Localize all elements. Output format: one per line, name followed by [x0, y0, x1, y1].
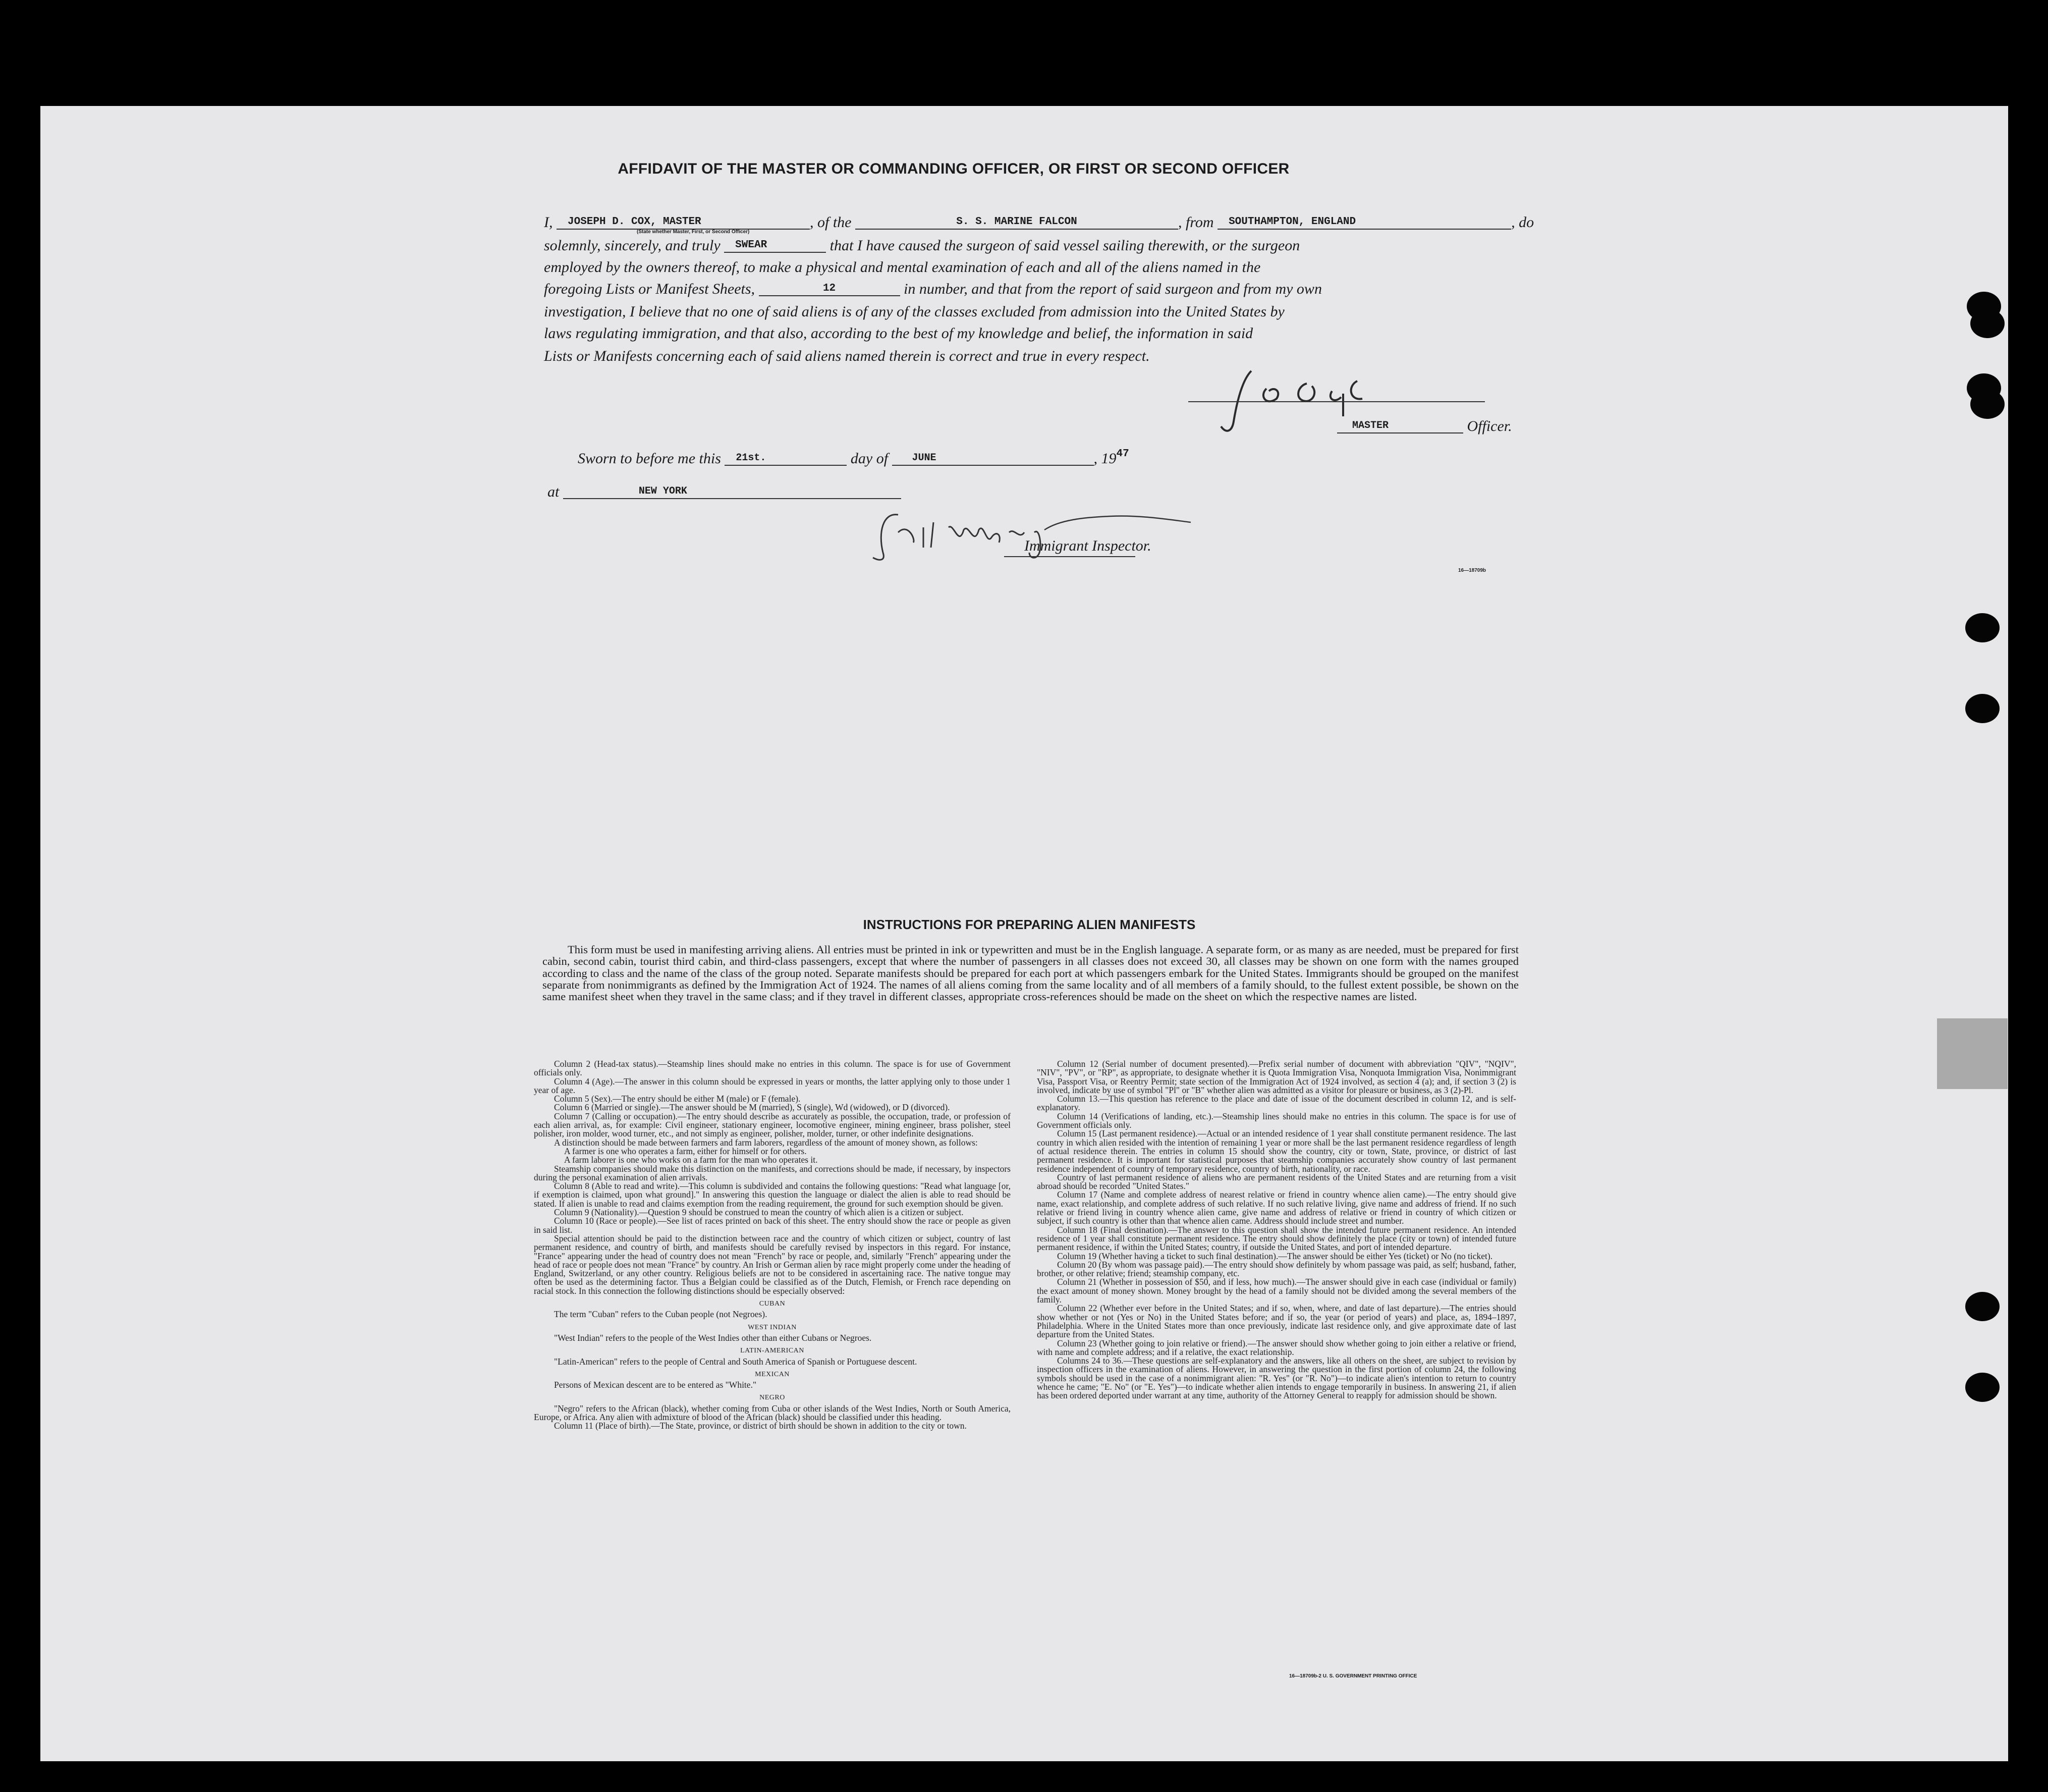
latin-american-heading: LATIN-AMERICAN	[740, 1347, 804, 1355]
inspector-signature-line	[1004, 556, 1135, 557]
sworn-prefix: Sworn to before me this	[578, 450, 721, 467]
instruction-paragraph: Special attention should be paid to the distinction between race and the country of which citizen or subject, country of last permanent residence, and country of birth, and manifests should be carefully revised by inspectors in this regard. For instance, "France" appearing under the head of country does not mean "French" by race or people, and, similarly "French" appearing under the head of race or people does not mean "France" by country. An Irish or German alien by race might properly come under the heading of England, Switzerland, or any other country. Religious beliefs are not to be considered in ascertaining race. The native tongue may often be used as the determining factor. Thus a Belgian could be classified as of the Dutch, Flemish, or French race depending on racial stock. In this connection the following distinctions should be especially observed:	[534, 1233, 1011, 1296]
instruction-paragraph: Country of last permanent residence of aliens who are permanent residents of the United States and are returning from a visit abroad should be recorded "United States."	[1037, 1172, 1516, 1191]
officer-label: Officer.	[1467, 418, 1512, 435]
instruction-paragraph: Column 9 (Nationality).—Question 9 should be construed to mean the country of which alien is a citizen or subject.	[554, 1207, 964, 1218]
latin-american-text: "Latin-American" refers to the people of Central and South America of Spanish or Portuguese descent.	[554, 1356, 917, 1367]
location-field: NEW YORK	[563, 485, 901, 499]
punch-hole	[1965, 613, 2000, 642]
mexican-heading: MEXICAN	[755, 1370, 790, 1378]
instruction-paragraph: Column 21 (Whether in possession of $50, and if less, how much).—The answer should give in each case (individual or family) the exact amount of money shown. Money brought by the head of a family should not be divided among the several members of the family.	[1037, 1277, 1516, 1305]
text-line4b: in number, and that from the report of said surgeon and from my own	[904, 281, 1322, 297]
text-solemnly: solemnly, sincerely, and truly	[544, 237, 721, 254]
instruction-paragraph: Column 12 (Serial number of document presented).—Prefix serial number of document with abbreviation "QIV", "NQIV", "NIV", "PV", or "RP", as appropriate, to designate whether it is Quota Immigration Visa, Nonquota Immigration Visa, Nonimmigrant Visa, Passport Visa, or Reentry Permit; state section of the Immigration Act of 1924 involved, as section 4 (a); and, if section 3 (2) is involved, indicate by use of symbol "Pl" or "B" whether alien was admitted as a visitor for pleasure or business, as 3 (2)-Pl.	[1037, 1059, 1516, 1095]
affidavit-line-3: employed by the owners thereof, to make a physical and mental examination of each and all of the aliens named in the	[544, 259, 1261, 276]
sheet-count-field: 12	[759, 282, 900, 296]
footer-print-code: 16—18709b-2 U. S. GOVERNMENT PRINTING OFFICE	[1289, 1673, 1417, 1679]
instruction-paragraph: A farm laborer is one who works on a farm for the man who operates it.	[564, 1155, 818, 1165]
affidavit-line-6: laws regulating immigration, and that also, according to the best of my knowledge and belief, the information in said	[544, 325, 1253, 342]
instruction-paragraph: Column 2 (Head-tax status).—Steamship lines should make no entries in this column. The space is for use of Government officials only.	[534, 1059, 1011, 1078]
instructions-left-column	[534, 1060, 1011, 1431]
cuban-text: The term "Cuban" refers to the Cuban people (not Negroes).	[554, 1309, 767, 1320]
text-i: I,	[544, 214, 553, 231]
master-signature-line	[1188, 401, 1485, 402]
instruction-paragraph: Column 13.—This question has reference to the place and date of issue of the document described in column 12, and is self-explanatory.	[1037, 1094, 1516, 1113]
oath-field: SWEAR	[724, 239, 826, 253]
west-indian-heading: WEST INDIAN	[748, 1323, 797, 1331]
affidavit-line-5: investigation, I believe that no one of said aliens is of any of the classes excluded from admission into the United States by	[544, 303, 1285, 320]
affidavit-line-2	[544, 236, 1300, 256]
instruction-paragraph: Column 5 (Sex).—The entry should be either M (male) or F (female).	[554, 1094, 801, 1104]
punch-hole	[1970, 390, 2005, 419]
text-do: , do	[1511, 214, 1534, 231]
affidavit-line-4	[544, 279, 1322, 299]
affidavit-form-code: 16—18709b	[1458, 568, 1486, 573]
instruction-paragraph: Column 14 (Verifications of landing, etc.).—Steamship lines should make no entries in this column. The space is for use of Government officials only.	[1037, 1111, 1516, 1130]
punch-hole	[1965, 1292, 2000, 1321]
instruction-paragraph: Columns 24 to 36.—These questions are self-explanatory and the answers, like all others on the sheet, are subject to revision by inspection officers in the examination of aliens. However, in answering the question in the first portion of column 24, the following symbols should be used in the case of a nonimmigrant alien: "R. Yes" (or "R. No")—to indicate alien's intention to return to country whence he came; "E. No" (or "E. Yes")—to indicate whether alien intends to engage temporarily in business. In answering 21, if alien has been ordered deported under warrant at any time, authority of the Attorney General to reapply for admission should be shown.	[1037, 1355, 1516, 1401]
text-of-the: , of the	[810, 214, 852, 231]
punch-hole	[1970, 309, 2005, 338]
inspector-label: Immigrant Inspector.	[1024, 537, 1151, 554]
rank-note: (State whether Master, First, or Second Officer)	[637, 229, 750, 235]
instruction-paragraph: Column 10 (Race or people).—See list of races printed on back of this sheet. The entry should show the race or people as given in said list.	[534, 1216, 1011, 1235]
column-11-text: Column 11 (Place of birth).—The State, province, or district of birth should be shown in addition to the city or town.	[554, 1421, 967, 1431]
instruction-paragraph: Column 22 (Whether ever before in the United States; and if so, when, where, and date of last departure).—The entries should show whether or not (Yes or No) in the United States before; and if so, the year (or period of years) and place, as, 1894–1897, Philadelphia. Where in the United States more than once previously, indicate last residence only, and give approximate date of last departure from the United States.	[1037, 1303, 1516, 1340]
mexican-text: Persons of Mexican descent are to be entered as "White."	[554, 1380, 757, 1390]
text-at: at	[547, 483, 560, 500]
year-suffix: 47	[1116, 448, 1129, 460]
sworn-day-field: 21st.	[725, 452, 847, 466]
instructions-intro: This form must be used in manifesting arriving aliens. All entries must be printed in ink or typewritten and must be in the English language. A separate form, or as many as are needed, must be prepared for first cabin, second cabin, tourist third cabin, and third-class passengers, except that where the number of passengers in all classes does not exceed 30, all classes may be shown on one form with the names grouped according to class and the name of the class of the group noted. Separate manifests should be prepared for each port at which passengers embark for the United States. Immigrants should be grouped on the manifest separate from nonimmigrants as defined by the Immigration Act of 1924. The names of all aliens coming from the same locality and of all members of a family should, to the fullest extent possible, be shown on the same manifest sheet when they travel in the same class; and if they travel in different classes, appropriate cross-references should be made on the sheet on which the respective names are listed.	[542, 943, 1519, 1003]
negro-heading: NEGRO	[759, 1394, 785, 1402]
text-from: , from	[1178, 214, 1214, 231]
text-day-of: day of	[850, 450, 889, 467]
text-line4a: foregoing Lists or Manifest Sheets,	[544, 281, 755, 297]
officer-name-field: JOSEPH D. COX, MASTER	[557, 215, 810, 230]
instruction-paragraph: Steamship companies should make this distinction on the manifests, and corrections should be made, if necessary, by inspectors during the personal examination of alien arrivals.	[534, 1163, 1011, 1182]
negro-text: "Negro" refers to the African (black), whether coming from Cuba or other islands of the West Indies, North or South America, Europe, or Africa. Any alien with admixture of blood of the African (black) should be classified under this heading.	[534, 1403, 1011, 1422]
instruction-paragraph: Column 6 (Married or single).—The answer should be M (married), S (single), Wd (widowed), or D (divorced).	[554, 1102, 950, 1113]
instructions-title: INSTRUCTIONS FOR PREPARING ALIEN MANIFESTS	[863, 917, 1196, 932]
year-prefix: , 19	[1093, 450, 1117, 467]
punch-hole	[1965, 694, 2000, 723]
sworn-row	[578, 448, 1129, 467]
officer-rank-field: MASTER	[1337, 419, 1463, 433]
at-row	[547, 483, 901, 501]
port-field: SOUTHAMPTON, ENGLAND	[1217, 215, 1511, 230]
officer-row	[1337, 418, 1512, 435]
paper-tab	[1937, 1018, 2008, 1089]
instruction-paragraph: Column 18 (Final destination).—The answer to this question shall show the intended future permanent residence. An intended residence of 1 year shall constitute permanent residence. The entry should show definitely the place (city or town) of intended future permanent residence, if within the United States; country, if outside the United States, and port of intended departure.	[1037, 1224, 1516, 1253]
cuban-heading: CUBAN	[759, 1300, 786, 1308]
instruction-paragraph: Column 17 (Name and complete address of nearest relative or friend in country whence alien came).—The entry should give name, exact relationship, and complete address of such relative. If no such relative living, give name and address of friend. If no such relative or friend living in country whence alien came, give name and address of relative or friend in country of which citizen or subject, if such country is other than that whence alien came. Address should include street and number.	[1037, 1189, 1516, 1226]
sworn-month-field: JUNE	[892, 452, 1094, 466]
instructions-right-column	[1037, 1060, 1516, 1400]
instruction-paragraph: Column 15 (Last permanent residence).—Actual or an intended residence of 1 year shall constitute permanent residence. The last country in which alien resided with the intention of remaining 1 year or more shall be the last permanent residence regardless of length of actual residence therein. The entries in column 15 should show the country, city or town, State, province, or district of last permanent residence. It is important for statistical purposes that steamship companies accurately show country of last permanent residence independent of country of temporary residence, country of birth, nationality, or race.	[1037, 1128, 1516, 1174]
west-indian-text: "West Indian" refers to the people of the West Indies other than either Cubans or Negroes.	[554, 1332, 872, 1343]
text-line2: that I have caused the surgeon of said vessel sailing therewith, or the surgeon	[829, 237, 1300, 254]
vessel-field: S. S. MARINE FALCON	[855, 215, 1178, 230]
instruction-paragraph: Column 20 (By whom was passage paid).—The entry should show definitely by whom passage was paid, as self; husband, father, brother, or other relative; friend; steamship company, etc.	[1037, 1259, 1516, 1279]
instruction-paragraph: Column 19 (Whether having a ticket to such final destination).—The answer should be either Yes (ticket) or No (no ticket).	[1057, 1251, 1493, 1261]
instruction-paragraph: Column 4 (Age).—The answer in this column should be expressed in years or months, the latter applying only to those under 1 year of age.	[534, 1076, 1011, 1095]
affidavit-title: AFFIDAVIT OF THE MASTER OR COMMANDING OFFICER, OR FIRST OR SECOND OFFICER	[618, 160, 1290, 177]
instruction-paragraph: A farmer is one who operates a farm, either for himself or for others.	[564, 1146, 807, 1156]
affidavit-line-7: Lists or Manifests concerning each of said aliens named therein is correct and true in every respect.	[544, 348, 1150, 364]
instruction-paragraph: Column 8 (Able to read and write).—This column is subdivided and contains the following questions: "Read what language [or, if exemption is claimed, upon what ground]." In answering this question the language or dialect the alien is able to read should be stated. If alien is unable to read and claims exemption from the reading requirement, the ground for such exemption should be given.	[534, 1181, 1011, 1209]
instruction-paragraph: A distinction should be made between farmers and farm laborers, regardless of the amount of money shown, as follows:	[554, 1137, 978, 1148]
instruction-paragraph: Column 7 (Calling or occupation).—The entry should describe as accurately as possible, the occupation, trade, or profession of each alien arrival, as, for example: Civil engineer, stationary engineer, locomotive engineer, mining engineer, brass polisher, steel polisher, iron molder, wood turner, etc., and not simply as engineer, polisher, molder, turner, or other indefinite designations.	[534, 1111, 1011, 1139]
instruction-paragraph: Column 23 (Whether going to join relative or friend).—The answer should show whether going to join either a relative or friend, with name and complete address; and if a relative, the exact relationship.	[1037, 1338, 1516, 1357]
punch-hole	[1965, 1373, 2000, 1402]
